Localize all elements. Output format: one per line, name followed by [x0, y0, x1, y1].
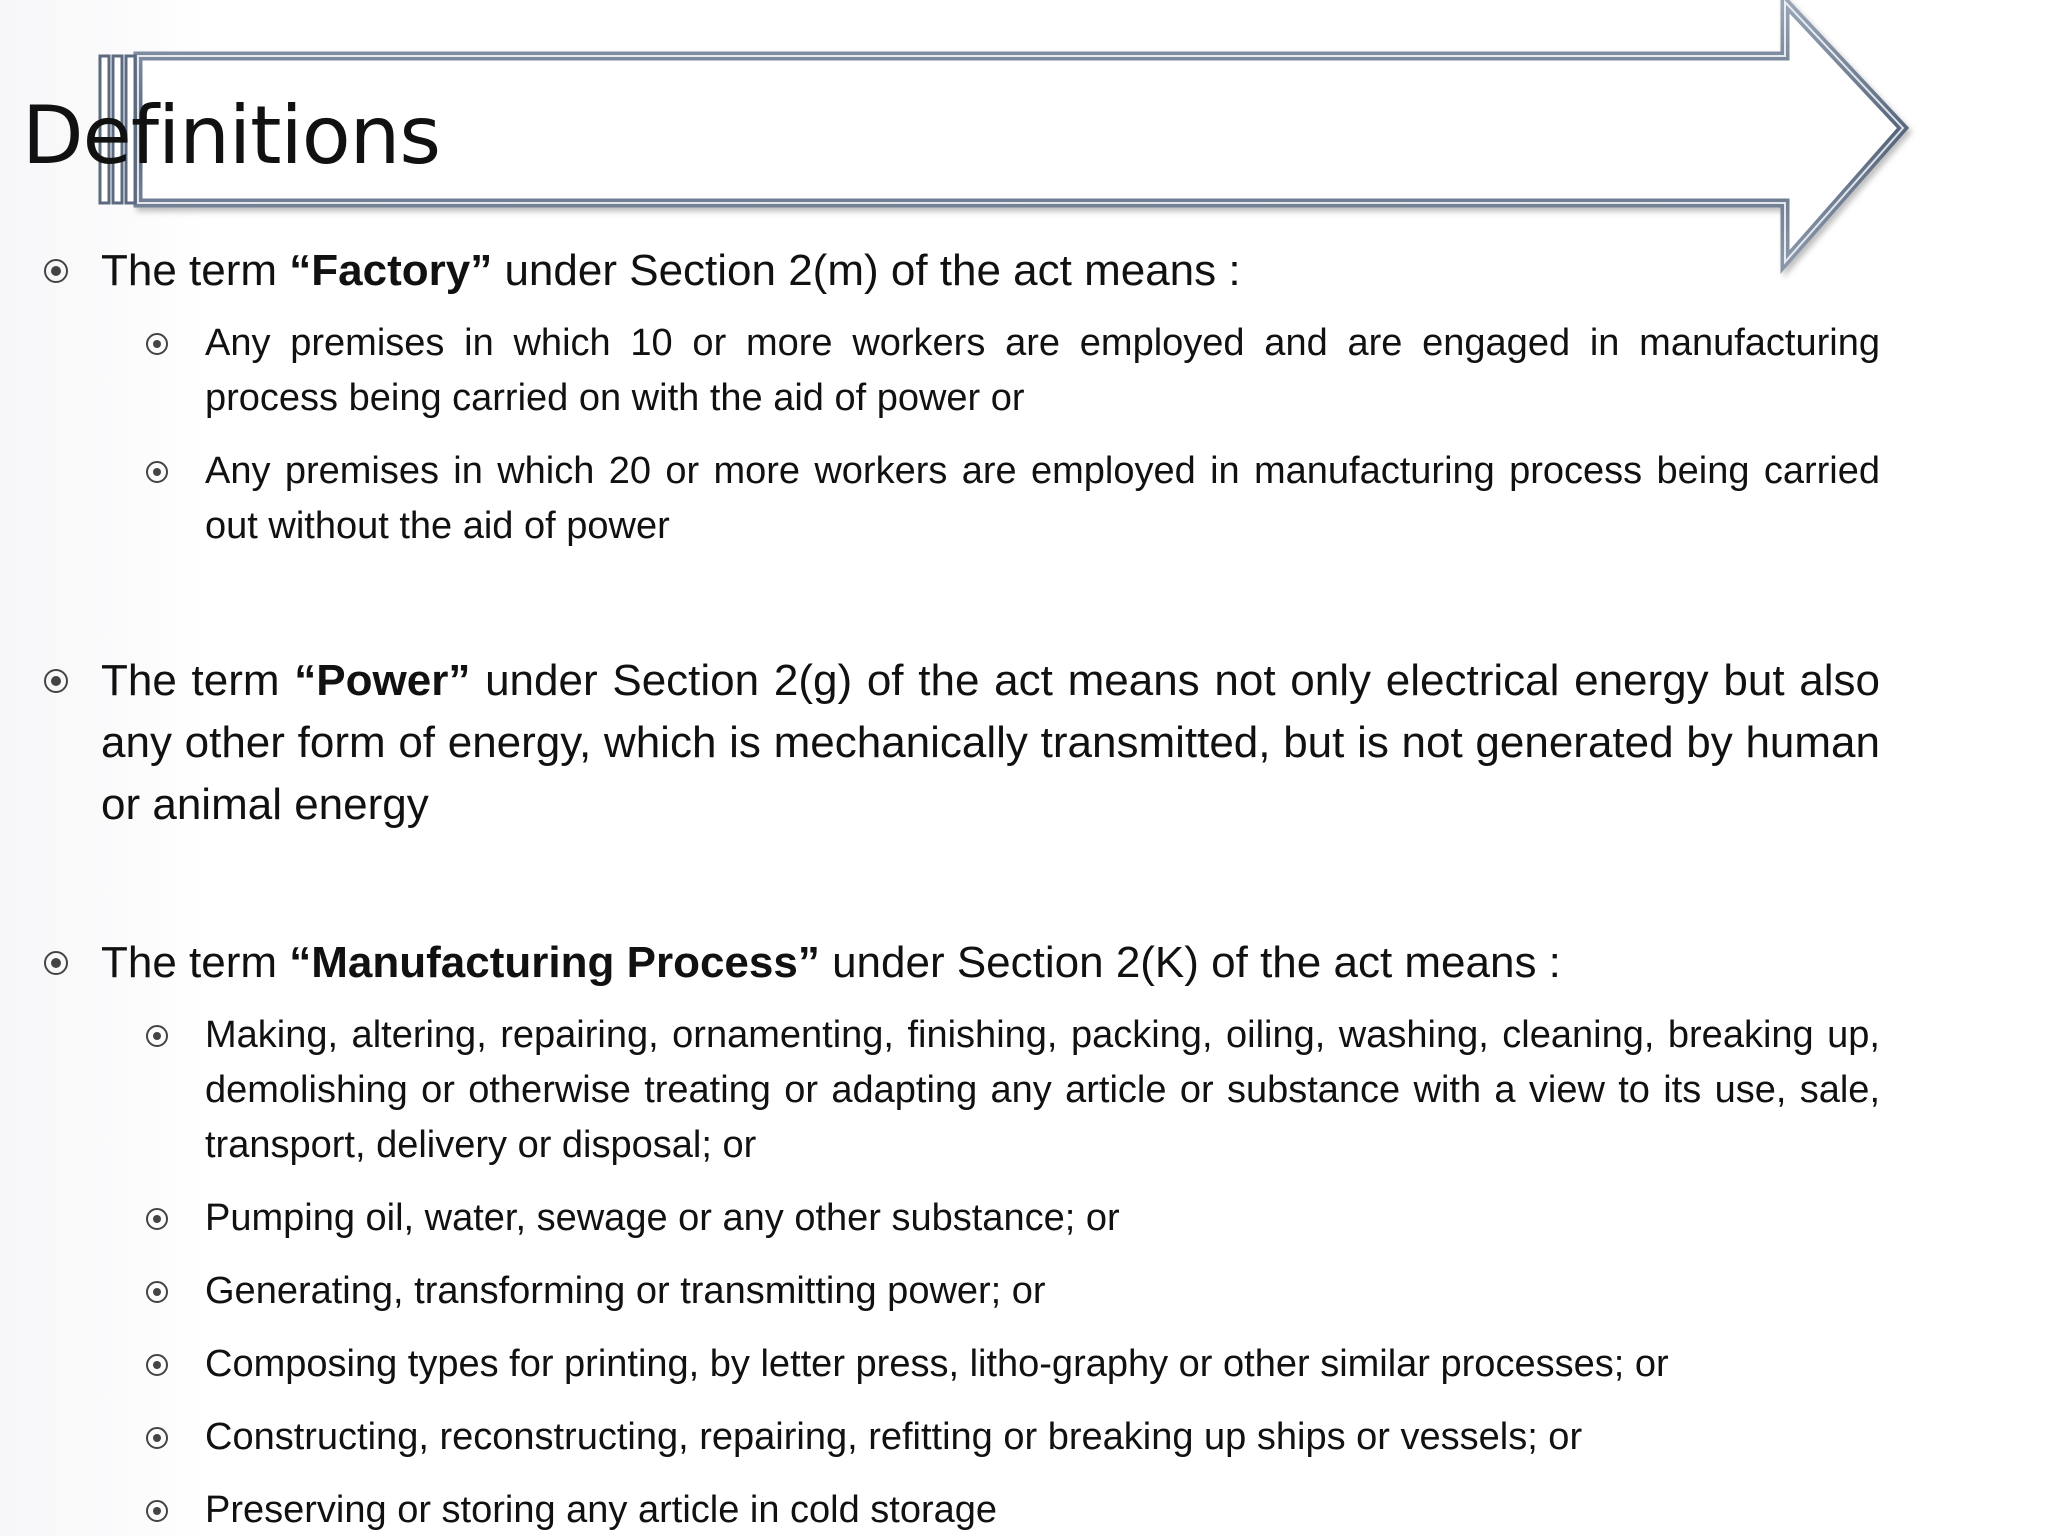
definition-power: The term “Power” under Section 2(g) of the act means not only electrical energy but also any other form of energy, which is mechanically transmitted, but is not generated by human or animal energy	[101, 650, 1880, 836]
circle-bullet-icon	[146, 1427, 168, 1449]
definition-manufacturing-process: The term “Manufacturing Process” under Section 2(K) of the act means :	[101, 932, 1880, 994]
list-item: Pumping oil, water, sewage or any other substance; or	[205, 1191, 1880, 1246]
circle-bullet-icon	[44, 259, 68, 283]
term-factory: “Factory”	[289, 246, 493, 295]
circle-bullet-icon	[146, 461, 168, 483]
definition-factory: The term “Factory” under Section 2(m) of the act means :	[101, 240, 1880, 302]
slide-title: Definitions	[22, 89, 441, 182]
list-item: Any premises in which 10 or more workers are employed and are engaged in manufacturing process being carried on with the aid of power or	[205, 316, 1880, 426]
term-power: “Power”	[294, 656, 471, 705]
circle-bullet-icon	[146, 1354, 168, 1376]
definitions-list	[0, 240, 1880, 1536]
list-item: Constructing, reconstructing, repairing, refitting or breaking up ships or vessels; or	[205, 1410, 1880, 1465]
circle-bullet-icon	[146, 333, 168, 355]
circle-bullet-icon	[44, 951, 68, 975]
list-item: Composing types for printing, by letter press, litho-graphy or other similar processes; or	[205, 1337, 1880, 1392]
circle-bullet-icon	[44, 669, 68, 693]
list-item: Preserving or storing any article in cold storage	[205, 1483, 1880, 1536]
list-item: Making, altering, repairing, ornamenting, finishing, packing, oiling, washing, cleaning, breaking up, demolishing or otherwise treating or adapting any article or substance with a view to its use, sale, transport, delivery or disposal; or	[205, 1008, 1880, 1173]
circle-bullet-icon	[146, 1025, 168, 1047]
term-manufacturing-process: “Manufacturing Process”	[289, 938, 820, 987]
list-item: Any premises in which 20 or more workers are employed in manufacturing process being carried out without the aid of power	[205, 444, 1880, 554]
circle-bullet-icon	[146, 1208, 168, 1230]
circle-bullet-icon	[146, 1500, 168, 1522]
circle-bullet-icon	[146, 1281, 168, 1303]
list-item: Generating, transforming or transmitting power; or	[205, 1264, 1880, 1319]
